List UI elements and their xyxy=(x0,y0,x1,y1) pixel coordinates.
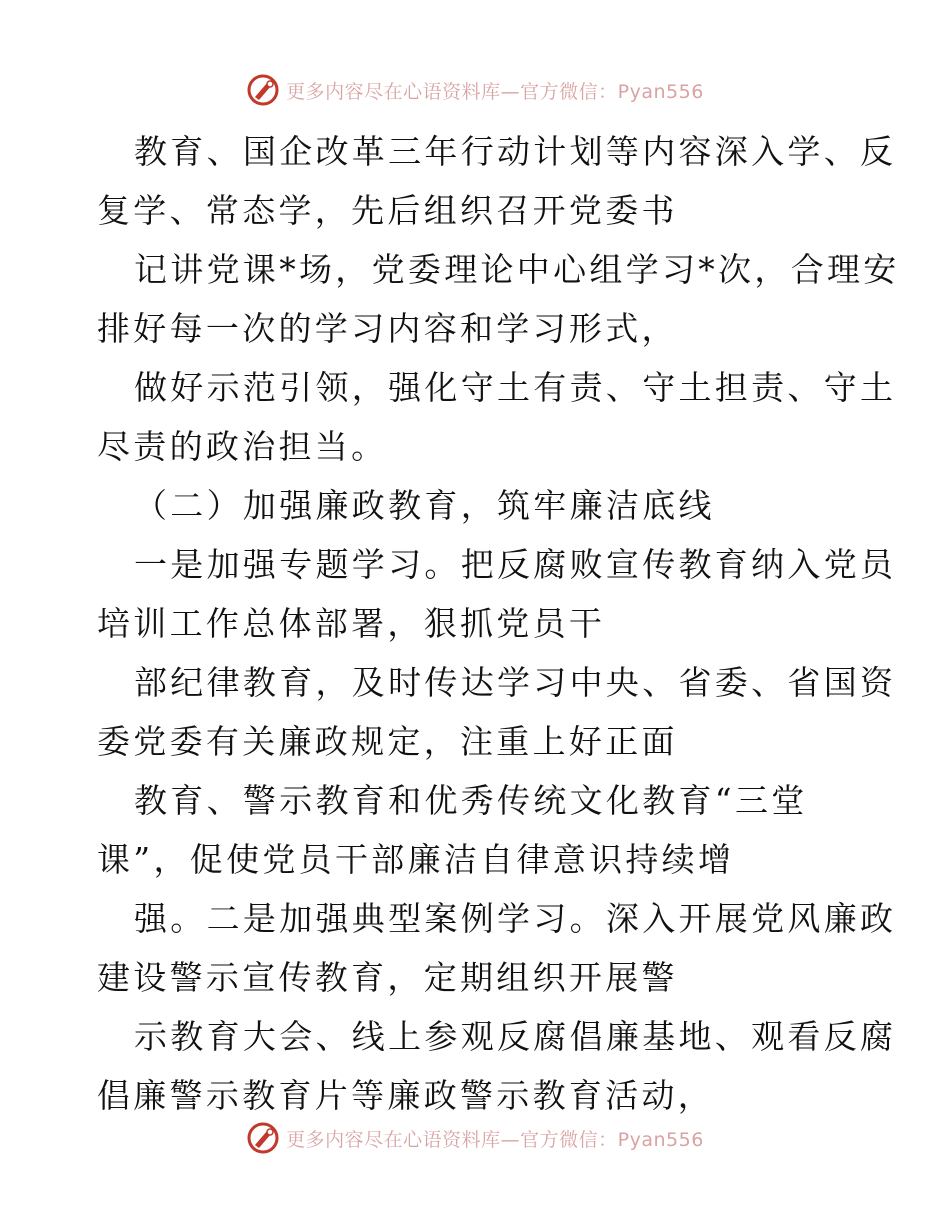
footer-watermark xyxy=(0,1118,950,1158)
text-line: 部纪律教育，及时传达学习中央、省委、省国资 xyxy=(134,663,897,702)
text-line: 委党委有关廉政规定，注重上好正面 xyxy=(97,722,678,761)
text-line: 一是加强专题学习。把反腐败宣传教育纳入党员 xyxy=(134,545,897,584)
text-line: 建设警示宣传教育，定期组织开展警 xyxy=(97,958,678,997)
text-line: 做好示范引领，强化守土有责、守土担责、守土 xyxy=(134,368,897,407)
watermark-logo-icon xyxy=(246,1121,280,1155)
text-line: 示教育大会、线上参观反腐倡廉基地、观看反腐 xyxy=(134,1017,897,1056)
text-line: 倡廉警示教育片等廉政警示教育活动， xyxy=(97,1076,715,1115)
text-line: 尽责的政治担当。 xyxy=(97,427,388,466)
text-line: （二）加强廉政教育，筑牢廉洁底线 xyxy=(134,486,715,525)
text-line: 记讲党课*场，党委理论中心组学习*次，合理安 xyxy=(134,250,900,289)
document-body xyxy=(97,122,900,1125)
text-line: 强。二是加强典型案例学习。深入开展党风廉政 xyxy=(134,899,897,938)
watermark-logo-icon xyxy=(246,73,280,107)
watermark-text: 更多内容尽在心语资料库—官方微信：Pyan556 xyxy=(286,1128,704,1151)
text-line: 复学、常态学，先后组织召开党委书 xyxy=(97,191,678,230)
text-line: 课”，促使党员干部廉洁自律意识持续增 xyxy=(97,840,735,879)
text-line: 培训工作总体部署，狠抓党员干 xyxy=(97,604,606,643)
text-line: 教育、警示教育和优秀传统文化教育“三堂 xyxy=(134,781,808,820)
watermark-text: 更多内容尽在心语资料库—官方微信：Pyan556 xyxy=(286,80,704,103)
text-line: 排好每一次的学习内容和学习形式， xyxy=(97,309,678,348)
text-line: 教育、国企改革三年行动计划等内容深入学、反 xyxy=(134,132,897,171)
header-watermark xyxy=(0,70,950,110)
